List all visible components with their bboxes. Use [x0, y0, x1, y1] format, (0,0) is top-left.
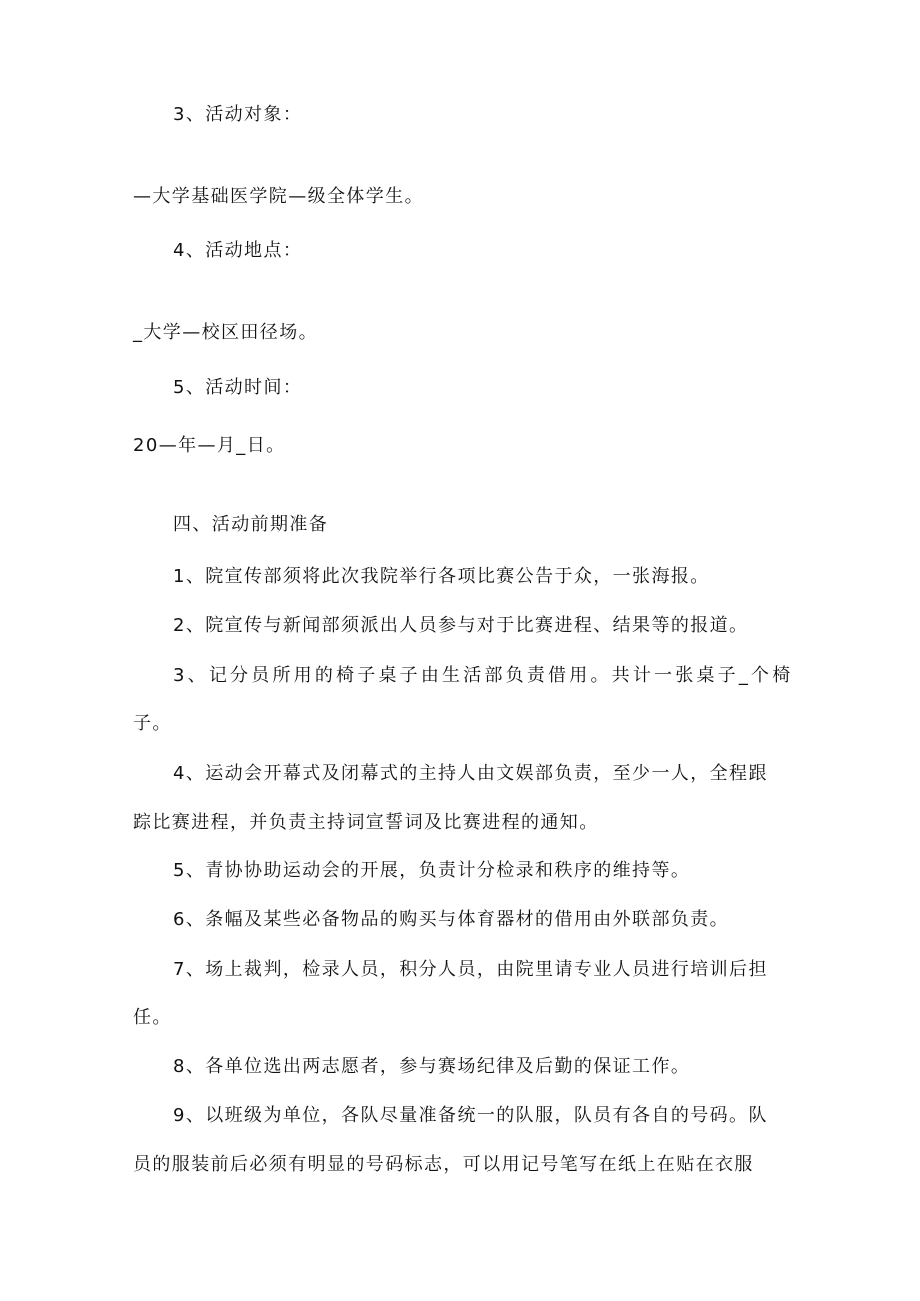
text-line: 6、条幅及某些必备物品的购买与体育器材的借用由外联部负责。: [173, 909, 730, 930]
text-line: 4、运动会开幕式及闭幕式的主持人由文娱部负责，至少一人，全程跟: [173, 763, 768, 784]
text-line: 踪比赛进程，并负责主持词宣誓词及比赛进程的通知。: [133, 812, 599, 833]
text-line: 5、青协协助运动会的开展，负责计分检录和秩序的维持等。: [173, 860, 691, 881]
text-line: 员的服装前后必须有明显的号码标志，可以用记号笔写在纸上在贴在衣服: [133, 1154, 754, 1175]
text-line: 1、院宣传部须将此次我院举行各项比赛公告于众，一张海报。: [173, 566, 710, 587]
text-line: 2、院宣传与新闻部须派出人员参与对于比赛进程、结果等的报道。: [173, 615, 749, 636]
text-line: 8、各单位选出两志愿者，参与赛场纪律及后勤的保证工作。: [173, 1056, 691, 1077]
text-line: 5、活动时间：: [173, 377, 303, 398]
text-line: 7、场上裁判，检录人员，积分人员，由院里请专业人员进行培训后担: [173, 959, 768, 980]
text-line: 4、活动地点：: [173, 240, 303, 261]
text-line: 3、记分员所用的椅子桌子由生活部负责借用。共计一张桌子_个椅: [173, 665, 794, 686]
text-line: _大学—校区田径场。: [133, 322, 318, 343]
text-line: —大学基础医学院—级全体学生。: [133, 186, 424, 207]
text-line: 3、活动对象：: [173, 104, 303, 125]
text-line: 子。: [133, 713, 172, 734]
text-line: 任。: [133, 1007, 172, 1028]
text-line: 20—年—月_日。: [133, 435, 286, 456]
section-heading: 四、活动前期准备: [173, 514, 329, 535]
text-line: 9、以班级为单位，各队尽量准备统一的队服，队员有各自的号码。队: [173, 1105, 768, 1126]
